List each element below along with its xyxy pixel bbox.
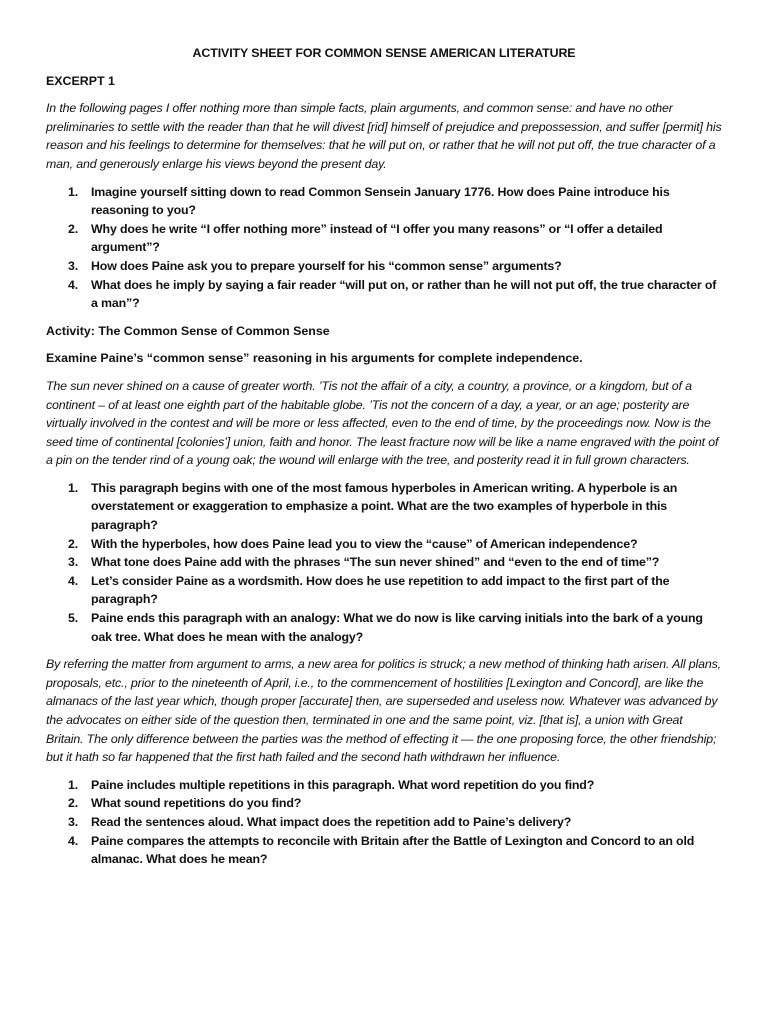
list-number: 1. [68,184,79,199]
list-item [46,794,722,813]
list-number: 3. [68,258,79,273]
excerpt-heading: EXCERPT 1 [46,73,115,88]
list-item [46,832,722,869]
question-text: What sound repetitions do you find? [91,796,302,811]
list-item [46,257,722,276]
question-text: What tone does Paine add with the phrases “The sun never shined” and “even to the end of time”? [91,555,660,570]
question-text: Imagine yourself sitting down to read Common Sensein January 1776. How does Paine introduce his reasoning to you? [91,184,670,218]
list-number: 1. [68,777,79,792]
question-text: Paine compares the attempts to reconcile with Britain after the Battle of Lexington and Concord to an old almanac. What does he mean? [91,833,695,867]
list-item [46,609,722,646]
list-number: 5. [68,611,79,626]
list-item [46,220,722,257]
list-number: 3. [68,555,79,570]
question-text: What does he imply by saying a fair reader “will put on, or rather than he will not put off, the true character of a man”? [91,277,717,311]
excerpt-1-text: In the following pages I offer nothing more than simple facts, plain arguments, and common sense: and have no other preliminaries to settle with the reader than that he will divest [rid] himself of prejudice and prepossession, and suffer [permit] his reason and his feelings to determine for themselves: that he will put on, or rather that he will not put off, the true character of a man, and generously enlarge his views beyond the present day. [46,101,722,171]
list-item [46,479,722,535]
list-item [46,535,722,554]
question-text: Read the sentences aloud. What impact does the repetition add to Paine’s delivery? [91,814,572,829]
list-number: 2. [68,796,79,811]
list-number: 4. [68,277,79,292]
question-text: Why does he write “I offer nothing more” instead of “I offer you many reasons” or “I offer a detailed argument”? [91,221,663,255]
question-text: Let’s consider Paine as a wordsmith. How does he use repetition to add impact to the first part of the paragraph? [91,573,670,607]
list-item [46,813,722,832]
question-list-1 [46,183,722,313]
activity-instruction: Examine Paine’s “common sense” reasoning in his arguments for complete independence. [46,351,583,366]
list-number: 3. [68,814,79,829]
list-number: 2. [68,221,79,236]
excerpt-3-text: By referring the matter from argument to arms, a new area for politics is struck; a new method of thinking hath arisen. All plans, proposals, etc., prior to the nineteenth of April, i.e., to the commencement of hostilities [Lexington and Concord], are like the almanacs of the last year which, though proper [accurate] then, are superseded and useless now. Whatever was advanced by the advocates on either side of the question then, terminated in one and the same point, viz. [that is], a union with Great Britain. The only difference between the parties was the method of effecting it — the one proposing force, the other friendship; but it hath so far happened that the first hath failed and the second hath withdrawn her influence. [46,657,721,765]
excerpt-2-text: The sun never shined on a cause of greater worth. ’Tis not the affair of a city, a country, a province, or a kingdom, but of a continent – of at least one eighth part of the habitable globe. ’Tis not the concern of a day, a year, or an age; posterity are virtually involved in the contest and will be more or less affected, even to the end of time, by the proceedings now. Now is the seed time of continental [colonies’] union, faith and honor. The least fracture now will be like a name engraved with the point of a pin on the tender rind of a young oak; the wound will enlarge with the tree, and posterity read it in full grown characters. [46,378,719,468]
list-item [46,183,722,220]
list-item [46,776,722,795]
question-text: This paragraph begins with one of the most famous hyperboles in American writing. A hyperbole is an overstatement or exaggeration to emphasize a point. What are the two examples of hyperbole in this paragraph? [91,480,678,533]
page-title: ACTIVITY SHEET FOR COMMON SENSE AMERICAN LITERATURE [192,46,576,60]
list-item [46,276,722,313]
list-number: 2. [68,536,79,551]
list-item [46,572,722,609]
list-number: 1. [68,480,79,495]
question-list-3 [46,776,722,869]
list-number: 4. [68,833,79,848]
list-number: 4. [68,573,79,588]
question-text: With the hyperboles, how does Paine lead you to view the “cause” of American independence? [91,536,638,551]
question-list-2 [46,479,722,646]
list-item [46,553,722,572]
activity-heading: Activity: The Common Sense of Common Sense [46,323,330,338]
question-text: Paine ends this paragraph with an analogy: What we do now is like carving initials into the bark of a young oak tree. What does he mean with the analogy? [91,611,703,644]
question-text: How does Paine ask you to prepare yourself for his “common sense” arguments? [91,258,562,273]
question-text: Paine includes multiple repetitions in this paragraph. What word repetition do you find? [91,777,595,792]
